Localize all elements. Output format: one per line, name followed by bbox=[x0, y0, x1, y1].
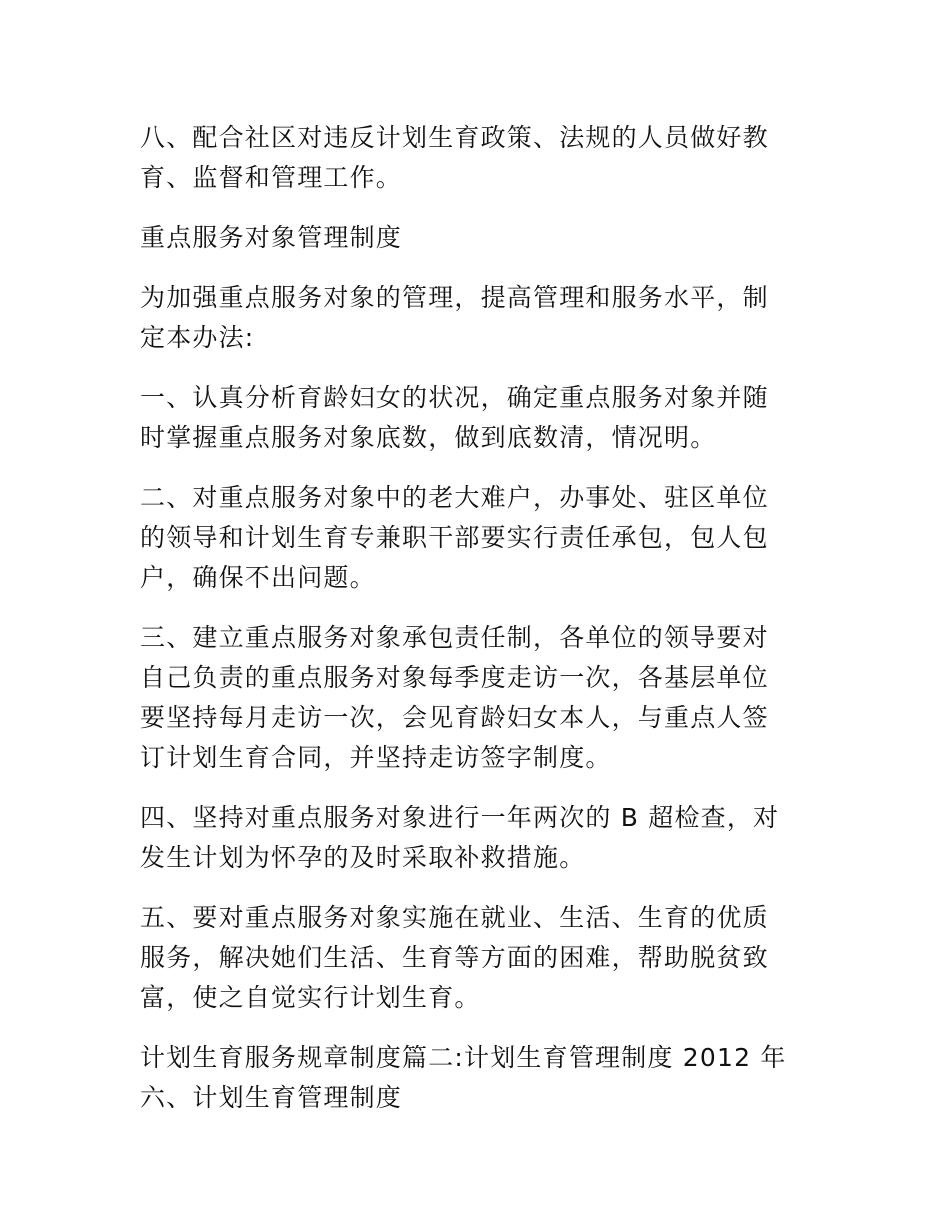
paragraph-item-two bbox=[140, 478, 810, 598]
text-line: 八、配合社区对违反计划生育政策、法规的人员做好教 bbox=[140, 123, 769, 152]
text-line: 自己负责的重点服务对象每季度走访一次，各基层单位 bbox=[140, 663, 769, 692]
text-line: 户，确保不出问题。 bbox=[140, 563, 376, 592]
text-line: 为加强重点服务对象的管理，提高管理和服务水平，制 bbox=[140, 283, 769, 312]
text-line: 五、要对重点服务对象实施在就业、生活、生育的优质 bbox=[140, 903, 769, 932]
document-body bbox=[140, 118, 810, 1138]
text-line: 订计划生育合同，并坚持走访签字制度。 bbox=[140, 743, 612, 772]
paragraph-item-three bbox=[140, 618, 810, 778]
text-line: 育、监督和管理工作。 bbox=[140, 163, 403, 192]
paragraph-item-eight bbox=[140, 118, 810, 198]
section-heading bbox=[140, 218, 810, 258]
text-line: 时掌握重点服务对象底数，做到底数清，情况明。 bbox=[140, 423, 717, 452]
text-line: 一、认真分析育龄妇女的状况，确定重点服务对象并随 bbox=[140, 383, 769, 412]
paragraph-item-four bbox=[140, 798, 810, 878]
paragraph-item-one bbox=[140, 378, 810, 458]
text-line: 的领导和计划生育专兼职干部要实行责任承包，包人包 bbox=[140, 523, 769, 552]
paragraph-chapter-heading bbox=[140, 1038, 810, 1118]
text-line: 定本办法: bbox=[140, 323, 255, 352]
text-line: 重点服务对象管理制度 bbox=[140, 223, 403, 252]
text-line: 富，使之自觉实行计划生育。 bbox=[140, 983, 481, 1012]
text-line: 发生计划为怀孕的及时采取补救措施。 bbox=[140, 843, 586, 872]
text-line: 服务，解决她们生活、生育等方面的困难，帮助脱贫致 bbox=[140, 943, 769, 972]
text-line: 四、坚持对重点服务对象进行一年两次的 B 超检查，对 bbox=[140, 803, 780, 832]
text-line: 二、对重点服务对象中的老大难户，办事处、驻区单位 bbox=[140, 483, 769, 512]
text-line: 三、建立重点服务对象承包责任制，各单位的领导要对 bbox=[140, 623, 769, 652]
text-line: 计划生育服务规章制度篇二:计划生育管理制度 2012 年 bbox=[140, 1043, 787, 1072]
paragraph-intro bbox=[140, 278, 810, 358]
text-line: 六、计划生育管理制度 bbox=[140, 1083, 403, 1112]
paragraph-item-five bbox=[140, 898, 810, 1018]
text-line: 要坚持每月走访一次，会见育龄妇女本人，与重点人签 bbox=[140, 703, 769, 732]
